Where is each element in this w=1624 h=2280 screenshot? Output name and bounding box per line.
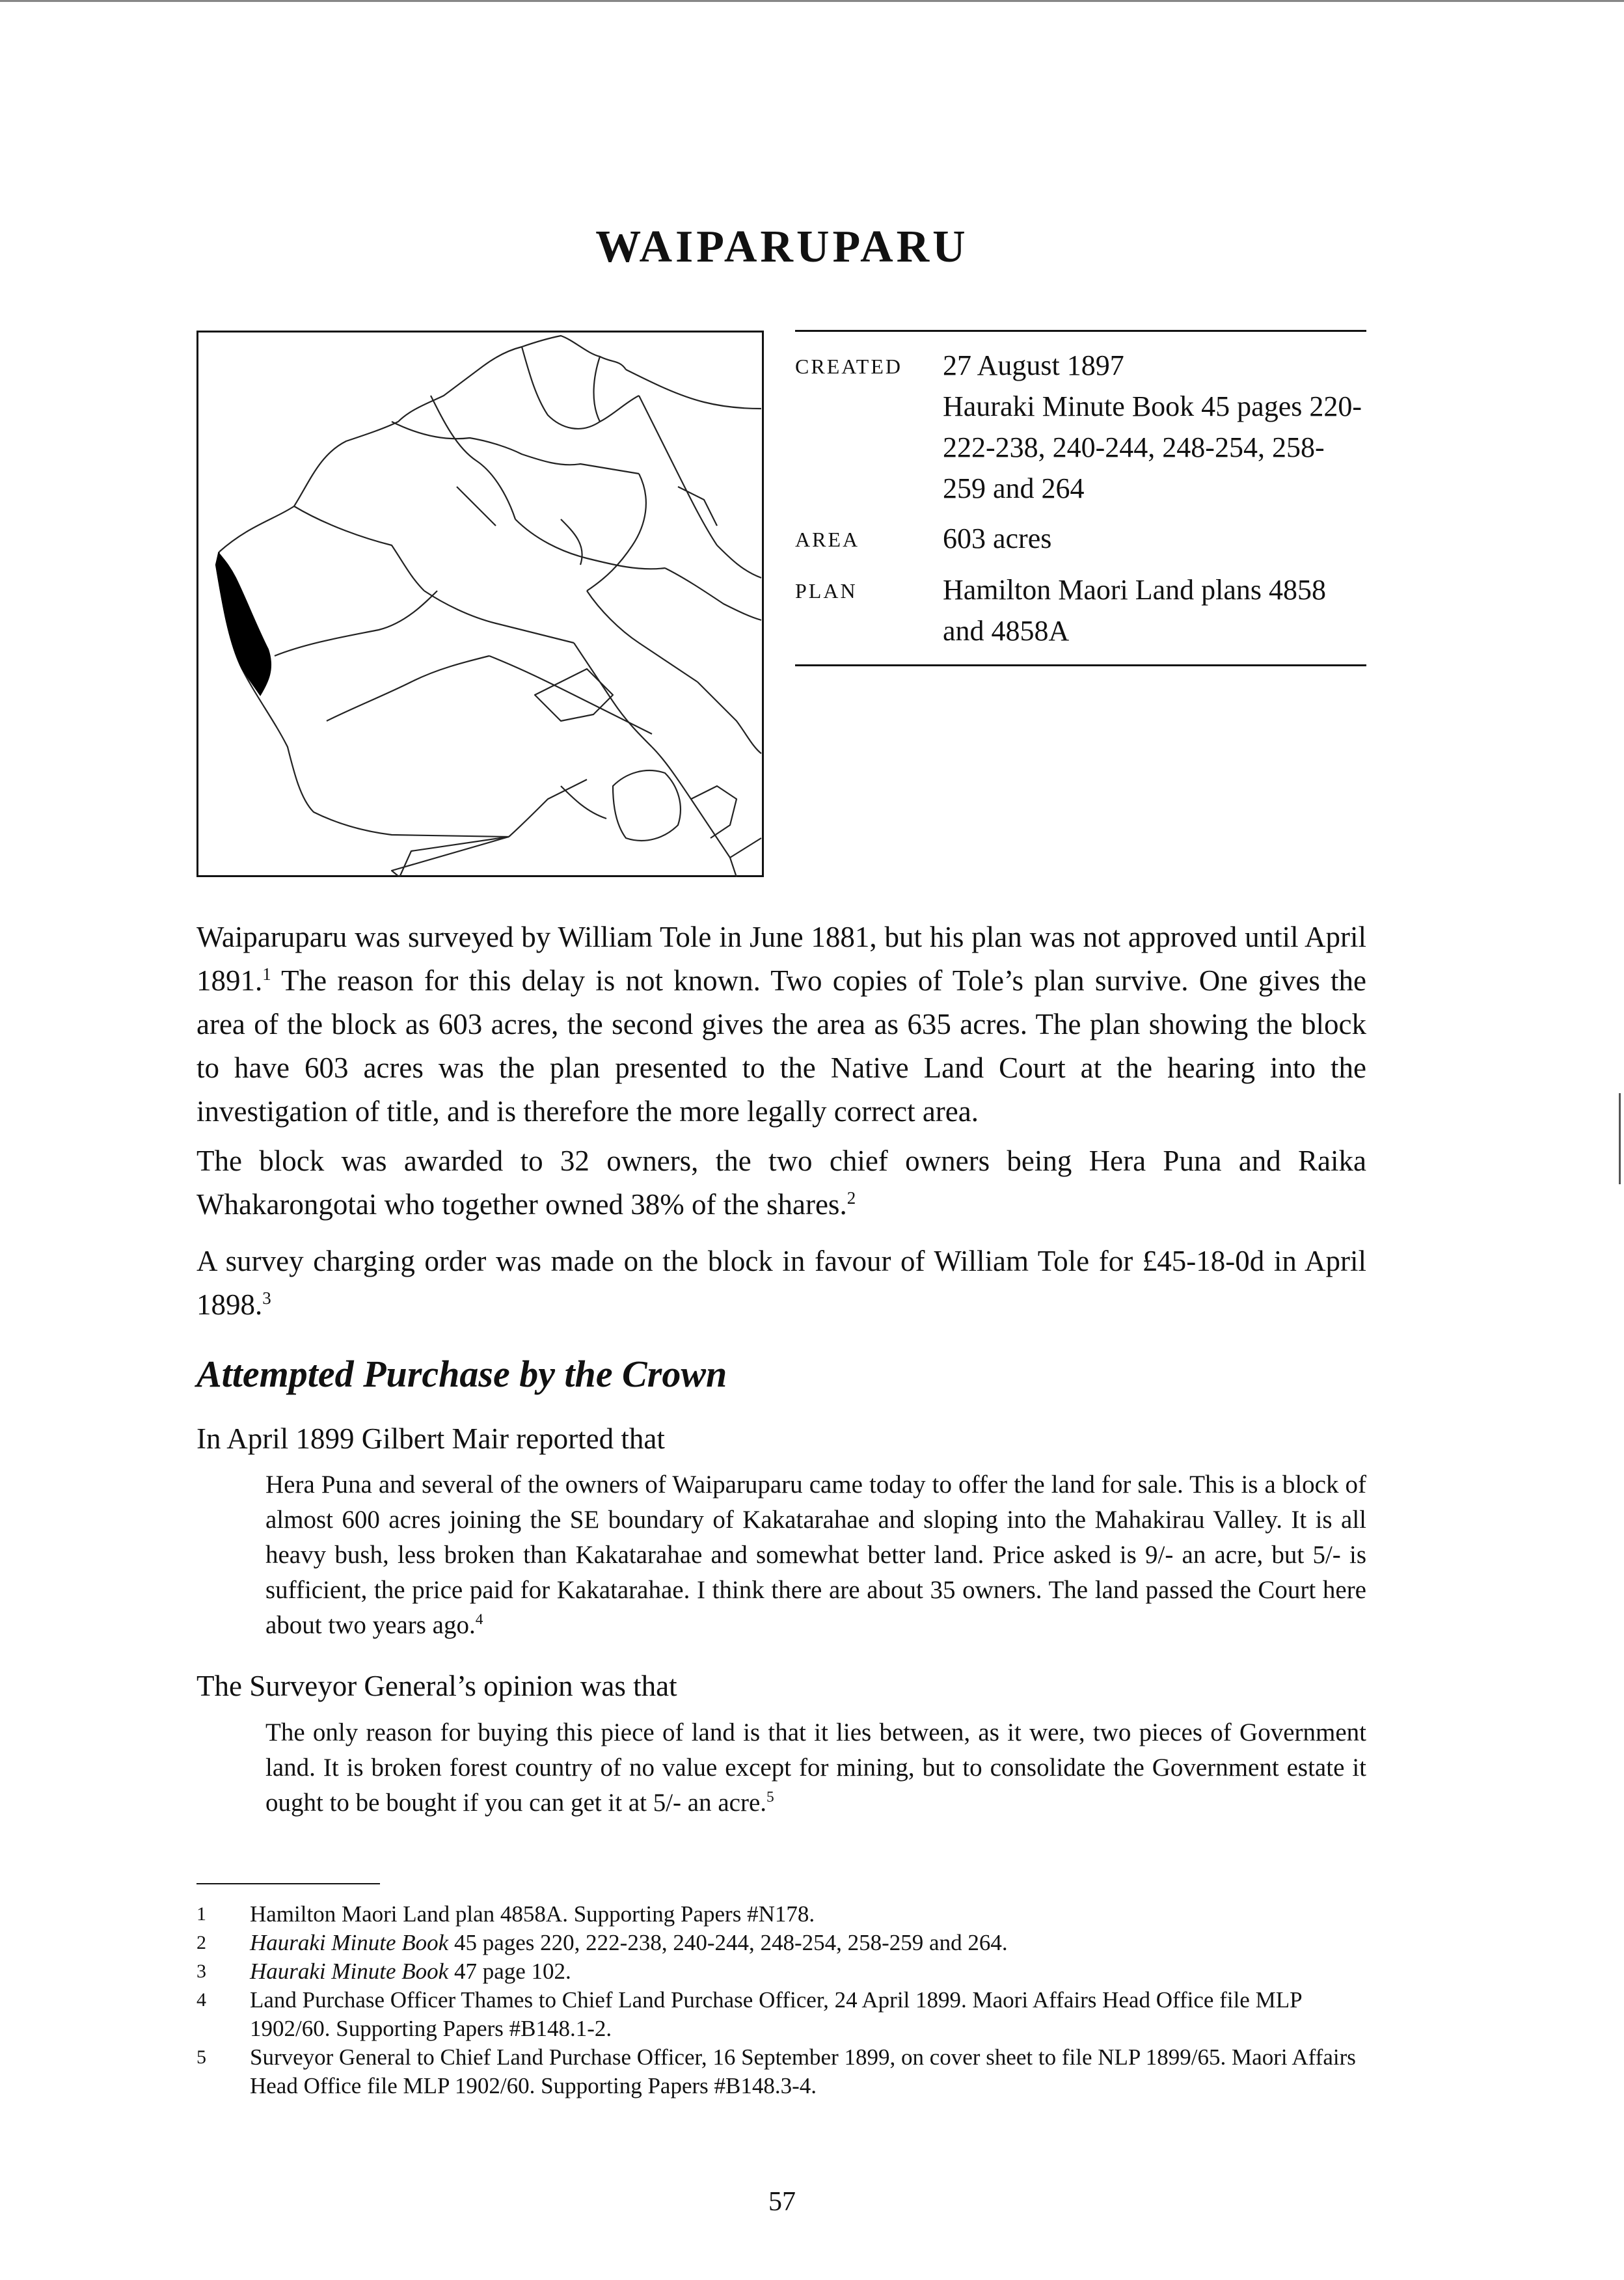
footnote [196, 1929, 1366, 1957]
footnote-text [250, 1986, 1366, 2043]
footnote-number: 4 [196, 1989, 206, 2011]
meta-label: CREATED [795, 355, 902, 378]
meta-row-area [795, 518, 1366, 560]
meta-value: 603 acres [943, 522, 1052, 554]
meta-row-plan [795, 569, 1366, 651]
body-paragraph [196, 1139, 1366, 1227]
section-heading: Attempted Purchase by the Crown [196, 1353, 727, 1395]
quote-text: Hera Puna and several of the owners of Waiparuparu came today to offer the land for sale. This is a block of almost 600 acres joining the SE boundary of Kakatarahae and sloping into the Mahakirau Valley. It is all heavy bush, less broken than Kakatarahae and somewhat better land. Price asked is 9/- an acre, but 5/- is sufficient, the price paid for Kakatarahae. I think there are about 35 owners. The land passed the Court here about two years ago. [265, 1471, 1366, 1639]
block-quote [265, 1715, 1366, 1821]
created-source: Hauraki Minute Book 45 pages 220-222-238, 240-244, 248-254, 258-259 and 264 [943, 390, 1362, 504]
block-quote [265, 1467, 1366, 1643]
footnote-divider [196, 1883, 380, 1884]
footnote [196, 1957, 1366, 1986]
footnote-text [250, 1929, 1366, 1957]
footnote-text [250, 1957, 1366, 1986]
scan-edge-mark [1619, 1093, 1621, 1184]
block-location-map [196, 331, 764, 877]
footnote-body: Land Purchase Officer Thames to Chief Land Purchase Officer, 24 April 1899. Maori Affairs Head Office file MLP 1902/60. Supporting Papers #B148.1-2. [250, 1987, 1302, 2041]
page-number: 57 [768, 2187, 796, 2217]
footnote-ref: 4 [475, 1611, 483, 1628]
body-paragraph [196, 1240, 1366, 1327]
meta-value: Hamilton Maori Land plans 4858 and 4858A [943, 574, 1327, 647]
meta-label: PLAN [795, 579, 858, 603]
meta-row-created [795, 345, 1366, 509]
footnote-italic: Hauraki Minute Book [250, 1930, 449, 1955]
created-date: 27 August 1897 [943, 349, 1124, 381]
footnote [196, 1900, 1366, 1929]
quote-text: The only reason for buying this piece of land is that it lies between, as it were, two pieces of Government land. It is broken forest country of no value except for mining, but to consolidate the Government estate it ought to be bought if you can get it at 5/- an acre. [265, 1718, 1366, 1817]
meta-value [943, 345, 1366, 509]
page-title: WAIPARUPARU [595, 222, 969, 272]
footnote-text [250, 1900, 1366, 1929]
footnotes [196, 1900, 1366, 2100]
paragraph-text: The block was awarded to 32 owners, the two chief owners being Hera Puna and Raika Whakarongotai who together owned 38% of the shares. [196, 1145, 1366, 1221]
footnote-body: Hamilton Maori Land plan 4858A. Supporting Papers #N178. [250, 1901, 815, 1927]
footnote-ref: 3 [262, 1288, 271, 1308]
page-top-edge [0, 0, 1624, 2]
footnote-body: Surveyor General to Chief Land Purchase Officer, 16 September 1899, on cover sheet to file NLP 1899/65. Maori Affairs Head Office file MLP 1902/60. Supporting Papers #B148.3-4. [250, 2044, 1356, 2098]
paragraph-text: A survey charging order was made on the block in favour of William Tole for £45-18-0d in April 1898. [196, 1245, 1366, 1321]
footnote-ref: 2 [846, 1188, 856, 1208]
footnote-body: 45 pages 220, 222-238, 240-244, 248-254, 258-259 and 264. [448, 1930, 1008, 1955]
footnote-number: 1 [196, 1903, 206, 1925]
quote-lead-in: In April 1899 Gilbert Mair reported that [196, 1422, 665, 1455]
footnote-number: 2 [196, 1932, 206, 1953]
body-paragraph [196, 916, 1366, 1133]
footnote [196, 1986, 1366, 2043]
footnote-text [250, 2043, 1366, 2100]
quote-lead-in: The Surveyor General’s opinion was that [196, 1670, 677, 1702]
footnote-italic: Hauraki Minute Book [250, 1959, 449, 1984]
footnote-number: 3 [196, 1961, 206, 1982]
footnote-ref: 1 [262, 964, 271, 984]
footnote [196, 2043, 1366, 2100]
paragraph-text: Waiparuparu was surveyed by William Tole in June 1881, but his plan was not approved until April 1891. [196, 921, 1366, 997]
block-details-table [795, 330, 1366, 666]
footnote-number: 5 [196, 2046, 206, 2068]
paragraph-text: The reason for this delay is not known. Two copies of Tole’s plan survive. One gives the area of the block as 603 acres, the second gives the area as 635 acres. The plan showing the block to have 603 acres was the plan presented to the Native Land Court at the hearing into the investigation of title, and is therefore the more legally correct area. [196, 964, 1366, 1128]
footnote-body: 47 page 102. [448, 1959, 571, 1984]
footnote-ref: 5 [766, 1789, 774, 1806]
meta-label: AREA [795, 528, 860, 551]
